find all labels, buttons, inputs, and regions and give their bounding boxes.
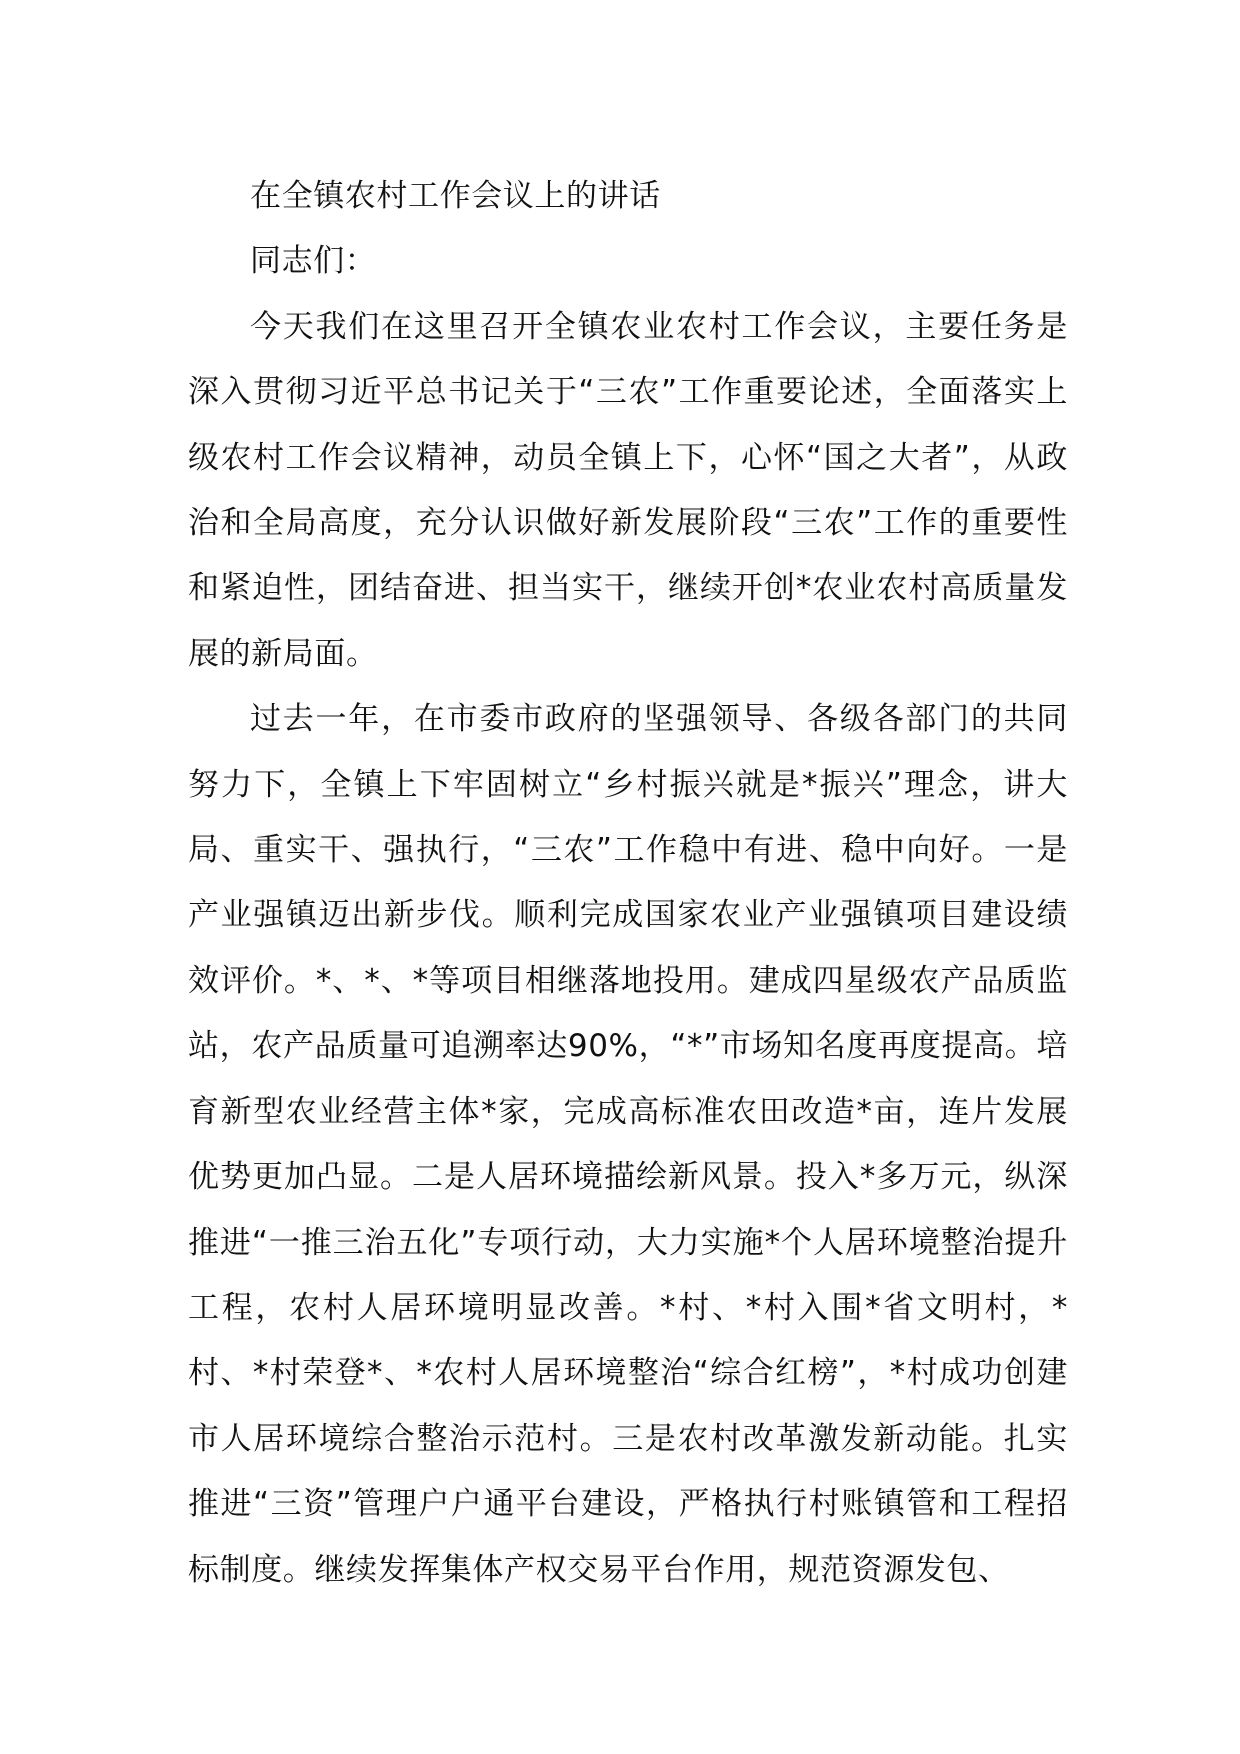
salutation: 同志们： xyxy=(250,243,377,280)
document-body xyxy=(188,164,1068,1603)
paragraph-opening: 今天我们在这里召开全镇农业农村工作会议，主要任务是深入贯彻习近平总书记关于“三农”工作重要论述，全面落实上级农村工作会议精神，动员全镇上下，心怀“国之大者”，从政治和全局高度，充分认识做好新发展阶段“三农”工作的重要性和紧迫性，团结奋进、担当实干，继续开创*农业农村高质量发展的新局面。 xyxy=(188,308,1068,672)
paragraph-review: 过去一年，在市委市政府的坚强领导、各级各部门的共同努力下，全镇上下牢固树立“乡村振兴就是*振兴”理念，讲大局、重实干、强执行，“三农”工作稳中有进、稳中向好。一是产业强镇迈出新步伐。顺利完成国家农业产业强镇项目建设绩效评价。*、*、*等项目相继落地投用。建成四星级农产品质监站，农产品质量可追溯率达90%，“*”市场知名度再度提高。培育新型农业经营主体*家，完成高标准农田改造*亩，连片发展优势更加凸显。二是人居环境描绘新风景。投入*多万元，纵深推进“一推三治五化”专项行动，大力实施*个人居环境整治提升工程，农村人居环境明显改善。*村、*村入围*省文明村，*村、*村荣登*、*农村人居环境整治“综合红榜”，*村成功创建市人居环境综合整治示范村。三是农村改革激发新动能。扎实推进“三资”管理户户通平台建设，严格执行村账镇管和工程招标制度。继续发挥集体产权交易平台作用，规范资源发包、 xyxy=(188,701,1068,1588)
speech-title: 在全镇农村工作会议上的讲话 xyxy=(250,178,661,214)
